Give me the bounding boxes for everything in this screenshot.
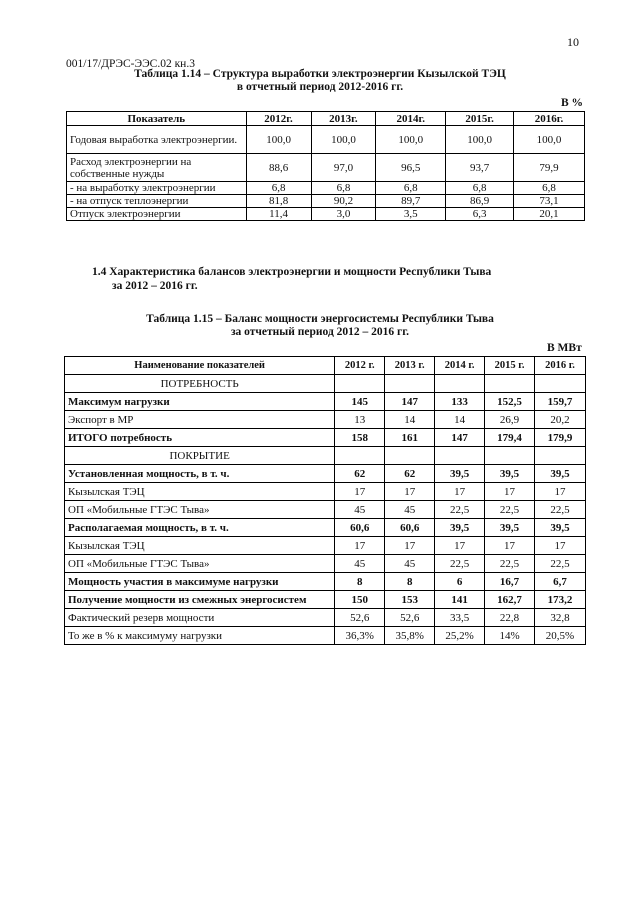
value-cell: 22,8 [485,609,535,627]
document-id: 001/17/ДРЭС-ЭЭС.02 кн.3 [66,58,195,70]
value-cell: 45 [335,555,385,573]
table-row [65,627,586,645]
value-cell: 145 [335,393,385,411]
value-cell: 100,0 [446,126,514,154]
row-label: Экспорт в МР [65,411,335,429]
value-cell: 17 [535,537,586,555]
table-row [67,195,585,208]
value-cell: 14% [485,627,535,645]
value-cell: 8 [335,573,385,591]
empty-cell [535,447,586,465]
page-number: 10 [567,35,579,49]
row-label: Располагаемая мощность, в т. ч. [65,519,335,537]
table-row [65,393,586,411]
value-cell: 17 [385,483,435,501]
value-cell: 45 [385,501,435,519]
value-cell: 73,1 [514,195,585,208]
value-cell: 32,8 [535,609,586,627]
value-cell: 60,6 [335,519,385,537]
value-cell: 6,8 [311,182,376,195]
value-cell: 162,7 [485,591,535,609]
table-row [65,483,586,501]
table-header-row [67,112,585,126]
value-cell: 6,8 [446,182,514,195]
value-cell: 86,9 [446,195,514,208]
empty-cell [485,375,535,393]
value-cell: 179,9 [535,429,586,447]
value-cell: 96,5 [376,154,446,182]
value-cell: 17 [385,537,435,555]
value-cell: 26,9 [485,411,535,429]
column-header-year: 2014г. [376,112,446,126]
table-row [65,537,586,555]
table-1-14-title-line2: в отчетный период 2012-2016 гг. [236,81,404,93]
column-header-year: 2012 г. [335,357,385,375]
value-cell: 147 [435,429,485,447]
value-cell: 62 [335,465,385,483]
value-cell: 45 [335,501,385,519]
value-cell: 141 [435,591,485,609]
value-cell: 33,5 [435,609,485,627]
column-header-year: 2016 г. [535,357,586,375]
table-1-14 [66,111,585,221]
column-header-year: 2015г. [446,112,514,126]
value-cell: 35,8% [385,627,435,645]
value-cell: 6,8 [246,182,311,195]
value-cell: 45 [385,555,435,573]
table-1-15-unit: В МВт [547,342,582,354]
table-row [67,154,585,182]
column-header-year: 2016г. [514,112,585,126]
empty-cell [535,375,586,393]
empty-cell [435,447,485,465]
table-row [65,501,586,519]
value-cell: 39,5 [435,519,485,537]
value-cell: 22,5 [435,555,485,573]
row-label: ПОТРЕБНОСТЬ [65,375,335,393]
value-cell: 159,7 [535,393,586,411]
value-cell: 20,5% [535,627,586,645]
column-header-year: 2013г. [311,112,376,126]
column-header-label: Наименование показателей [65,357,335,375]
value-cell: 8 [385,573,435,591]
value-cell: 17 [335,537,385,555]
value-cell: 179,4 [485,429,535,447]
value-cell: 11,4 [246,208,311,221]
value-cell: 152,5 [485,393,535,411]
table-row [65,591,586,609]
empty-cell [335,375,385,393]
column-header-year: 2012г. [246,112,311,126]
value-cell: 173,2 [535,591,586,609]
section-heading-line1: 1.4 Характеристика балансов электроэнергии и мощности Республики Тыва [92,266,492,278]
value-cell: 153 [385,591,435,609]
value-cell: 6 [435,573,485,591]
value-cell: 62 [385,465,435,483]
value-cell: 17 [485,537,535,555]
table-1-15-title-line2: за отчетный период 2012 – 2016 гг. [230,326,410,338]
value-cell: 52,6 [385,609,435,627]
section-heading-1-4 [92,265,491,293]
empty-cell [335,447,385,465]
value-cell: 36,3% [335,627,385,645]
value-cell: 3,0 [311,208,376,221]
value-cell: 20,2 [535,411,586,429]
row-label: - на отпуск теплоэнергии [67,195,247,208]
value-cell: 14 [435,411,485,429]
value-cell: 22,5 [485,555,535,573]
value-cell: 17 [335,483,385,501]
row-label: ПОКРЫТИЕ [65,447,335,465]
empty-cell [485,447,535,465]
table-header-row [65,357,586,375]
column-header-year: 2013 г. [385,357,435,375]
value-cell: 39,5 [435,465,485,483]
value-cell: 6,8 [514,182,585,195]
row-label: Получение мощности из смежных энергосистем [65,591,335,609]
row-label: ИТОГО потребность [65,429,335,447]
value-cell: 88,6 [246,154,311,182]
table-section-row [65,375,586,393]
empty-cell [385,447,435,465]
value-cell: 60,6 [385,519,435,537]
row-label: Расход электроэнергии на собственные нужды [67,154,247,182]
value-cell: 150 [335,591,385,609]
column-header-label: Показатель [67,112,247,126]
table-1-14-title-line1: Таблица 1.14 – Структура выработки электроэнергии Кызылской ТЭЦ [134,68,506,80]
value-cell: 158 [335,429,385,447]
value-cell: 93,7 [446,154,514,182]
table-row [67,182,585,195]
table-row [65,555,586,573]
value-cell: 6,7 [535,573,586,591]
value-cell: 25,2% [435,627,485,645]
value-cell: 20,1 [514,208,585,221]
value-cell: 22,5 [485,501,535,519]
empty-cell [385,375,435,393]
row-label: То же в % к максимуму нагрузки [65,627,335,645]
value-cell: 52,6 [335,609,385,627]
row-label: Максимум нагрузки [65,393,335,411]
row-label: Кызылская ТЭЦ [65,483,335,501]
value-cell: 81,8 [246,195,311,208]
value-cell: 100,0 [311,126,376,154]
value-cell: 22,5 [535,501,586,519]
table-row [65,429,586,447]
table-row [67,208,585,221]
value-cell: 17 [435,537,485,555]
row-label: ОП «Мобильные ГТЭС Тыва» [65,555,335,573]
value-cell: 100,0 [514,126,585,154]
value-cell: 100,0 [376,126,446,154]
value-cell: 14 [385,411,435,429]
value-cell: 79,9 [514,154,585,182]
table-row [67,126,585,154]
value-cell: 22,5 [435,501,485,519]
value-cell: 17 [535,483,586,501]
value-cell: 39,5 [535,465,586,483]
row-label: Отпуск электроэнергии [67,208,247,221]
value-cell: 97,0 [311,154,376,182]
section-heading-line2: за 2012 – 2016 гг. [112,280,198,292]
value-cell: 6,8 [376,182,446,195]
column-header-year: 2014 г. [435,357,485,375]
table-row [65,609,586,627]
value-cell: 17 [435,483,485,501]
table-1-14-unit: В % [561,97,584,109]
value-cell: 16,7 [485,573,535,591]
table-row [65,411,586,429]
table-row [65,573,586,591]
column-header-year: 2015 г. [485,357,535,375]
row-label: ОП «Мобильные ГТЭС Тыва» [65,501,335,519]
table-row [65,519,586,537]
table-1-15 [64,356,586,645]
value-cell: 90,2 [311,195,376,208]
empty-cell [435,375,485,393]
row-label: Кызылская ТЭЦ [65,537,335,555]
value-cell: 17 [485,483,535,501]
value-cell: 39,5 [535,519,586,537]
row-label: - на выработку электроэнергии [67,182,247,195]
table-1-15-title-line1: Таблица 1.15 – Баланс мощности энергосистемы Республики Тыва [146,313,494,325]
table-1-15-title [0,313,640,339]
value-cell: 161 [385,429,435,447]
value-cell: 13 [335,411,385,429]
table-1-14-title [0,68,640,94]
row-label: Фактический резерв мощности [65,609,335,627]
row-label: Установленная мощность, в т. ч. [65,465,335,483]
value-cell: 39,5 [485,465,535,483]
value-cell: 147 [385,393,435,411]
row-label: Годовая выработка электроэнергии. [67,126,247,154]
value-cell: 6,3 [446,208,514,221]
value-cell: 22,5 [535,555,586,573]
value-cell: 133 [435,393,485,411]
value-cell: 100,0 [246,126,311,154]
value-cell: 39,5 [485,519,535,537]
table-section-row [65,447,586,465]
value-cell: 3,5 [376,208,446,221]
table-row [65,465,586,483]
row-label: Мощность участия в максимуме нагрузки [65,573,335,591]
value-cell: 89,7 [376,195,446,208]
